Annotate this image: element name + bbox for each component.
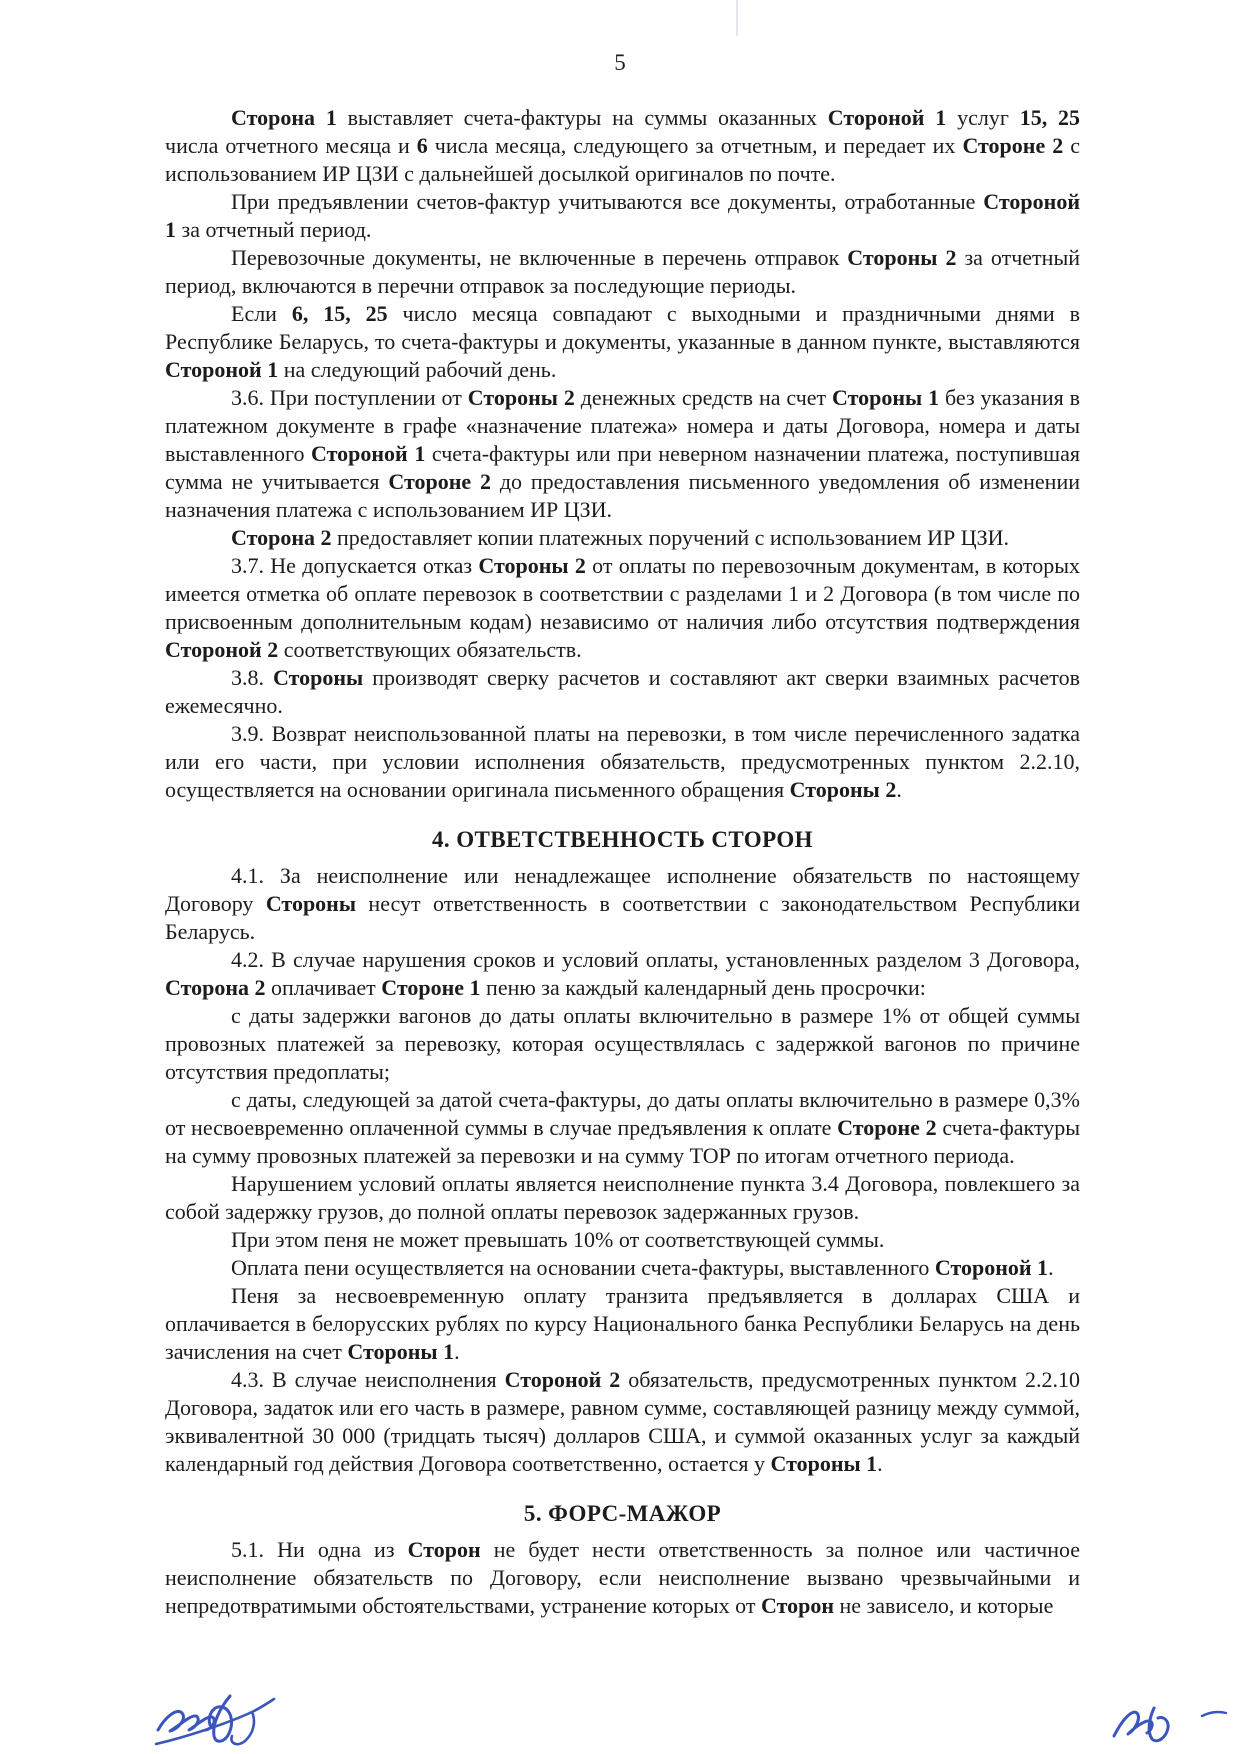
- section-heading: [165, 826, 1080, 854]
- paragraph: [165, 664, 1080, 720]
- paragraph: [165, 1254, 1080, 1282]
- text-run: Если: [231, 301, 292, 326]
- text-run: с даты, следующей за датой счета-фактуры, до даты оплаты включительно в размере 0,3% от несвоевременно оплаченной суммы в случае предъявления к оплате: [165, 1087, 1080, 1140]
- bold-term: 4. ОТВЕТСТВЕННОСТЬ СТОРОН: [432, 827, 813, 852]
- text-run: .: [454, 1339, 460, 1364]
- text-run: число месяца совпадают с выходными и праздничными днями в Республике Беларусь, то счета-фактуры и документы, указанные в данном пункте, выставляются: [165, 301, 1080, 354]
- paragraph: [165, 552, 1080, 664]
- paragraph: [165, 1170, 1080, 1226]
- bold-term: Стороной 1: [934, 1255, 1049, 1280]
- bold-term: Стороны 1: [770, 1451, 878, 1476]
- text-run: оплачивает: [265, 975, 382, 1000]
- bold-term: Стороной 1: [165, 189, 1080, 242]
- page-number: 5: [614, 50, 626, 75]
- text-run: Оплата пени осуществляется на основании счета-фактуры, выставленного: [231, 1255, 935, 1280]
- text-run: .: [1048, 1255, 1054, 1280]
- bold-term: Стороны: [273, 665, 364, 690]
- paragraph: [165, 1536, 1080, 1620]
- text-run: 5.1. Ни одна из: [231, 1537, 408, 1562]
- text-run: предоставляет копии платежных поручений с использованием ИР ЦЗИ.: [331, 525, 1009, 550]
- text-run: до предоставления письменного уведомления об изменении назначения платежа с использованием ИР ЦЗИ.: [165, 469, 1080, 522]
- text-run: Перевозочные документы, не включенные в перечень отправок: [231, 245, 848, 270]
- bold-term: Стороны 2: [467, 385, 575, 410]
- text-run: производят сверку расчетов и составляют акт сверки взаимных расчетов ежемесячно.: [165, 665, 1081, 718]
- scan-artifact-line: [736, 0, 738, 36]
- handwritten-signature-right: [1106, 1694, 1236, 1750]
- bold-term: Стороной 2: [504, 1367, 621, 1392]
- paragraph: [165, 1366, 1080, 1478]
- bold-term: Стороны: [265, 891, 357, 916]
- text-run: за отчетный период.: [176, 217, 372, 242]
- paragraph: [165, 1086, 1080, 1170]
- text-run: числа отчетного месяца и: [165, 133, 417, 158]
- text-run: на следующий рабочий день.: [278, 357, 557, 382]
- bold-term: Стороны 1: [347, 1339, 455, 1364]
- bold-term: Стороны 1: [832, 385, 940, 410]
- paragraph: [165, 300, 1080, 384]
- paragraph: [165, 188, 1080, 244]
- text-run: 4.2. В случае нарушения сроков и условий оплаты, установленных разделом 3 Договора,: [231, 947, 1080, 972]
- bold-term: Стороной 1: [311, 441, 426, 466]
- paragraph: [165, 384, 1080, 524]
- text-run: услуг: [946, 105, 1020, 130]
- text-run: 4.1. За неисполнение или ненадлежащее исполнение обязательств по настоящему Договору: [165, 863, 1080, 916]
- text-run: .: [877, 1451, 883, 1476]
- bold-term: Стороны 2: [789, 777, 897, 802]
- bold-term: Стороной 1: [165, 357, 279, 382]
- bold-term: Стороны 2: [847, 245, 957, 270]
- bold-term: Сторона 2: [165, 975, 266, 1000]
- text-run: от оплаты по перевозочным документам, в которых имеется отметка об оплате перевозок в соответствии с разделами 1 и 2 Договора (в том числе по присвоенным дополнительным кодам) независимо от наличия либо отсутствия подтверждения: [165, 553, 1080, 634]
- bold-term: Стороне 1: [381, 975, 481, 1000]
- bold-term: Сторона 2: [231, 525, 332, 550]
- bold-term: Стороны 2: [478, 553, 586, 578]
- paragraph: [165, 862, 1080, 946]
- paragraph: [165, 104, 1080, 188]
- paragraph: [165, 524, 1080, 552]
- bold-term: 6: [416, 133, 428, 158]
- text-run: 3.9. Возврат неиспользованной платы на перевозки, в том числе перечисленного задатка или его части, при условии исполнения обязательств, предусмотренных пунктом 2.2.10, осуществляется на основании оригинала письменного обращения: [165, 721, 1080, 802]
- bold-term: Сторон: [407, 1537, 481, 1562]
- text-run: счета-фактуры или при неверном назначении платежа, поступившая сумма не учитывается: [165, 441, 1080, 494]
- paragraph: [165, 1002, 1080, 1086]
- text-run: 3.6. При поступлении от: [231, 385, 468, 410]
- paragraph: [165, 1226, 1080, 1254]
- text-run: несут ответственность в соответствии с законодательством Республики Беларусь.: [165, 891, 1080, 944]
- bold-term: Стороне 2: [837, 1115, 937, 1140]
- text-run: 3.8.: [231, 665, 274, 690]
- bold-term: Сторон: [760, 1593, 834, 1618]
- bold-term: Стороне 2: [388, 469, 491, 494]
- paragraph: [165, 720, 1080, 804]
- paragraph: [165, 244, 1080, 300]
- text-run: не будет нести ответственность за полное или частичное неисполнение обязательств по Договору, если неисполнение вызвано чрезвычайными и непредотвратимыми обстоятельствами, устранение которых от: [165, 1537, 1080, 1618]
- text-run: .: [896, 777, 902, 802]
- bold-term: Стороной 2: [165, 637, 279, 662]
- text-run: При предъявлении счетов-фактур учитываются все документы, отработанные: [231, 189, 984, 214]
- bold-term: Стороне 2: [962, 133, 1064, 158]
- text-run: При этом пеня не может превышать 10% от соответствующей суммы.: [231, 1227, 885, 1252]
- bold-term: 15, 25: [1019, 105, 1080, 130]
- bold-term: Стороной 1: [827, 105, 947, 130]
- text-run: счета-фактуры на сумму провозных платежей за перевозки и на сумму ТОР по итогам отчетного периода.: [165, 1115, 1080, 1168]
- document-body: [165, 104, 1080, 1620]
- text-run: обязательств, предусмотренных пунктом 2.2.10 Договора, задаток или его часть в размере, равном сумме, составляющей разницу между суммой, эквивалентной 30 000 (тридцать тысяч) долларов США, и суммой оказанных услуг за каждый календарный год действия Договора соответственно, остается у: [165, 1367, 1080, 1476]
- text-run: Пеня за несвоевременную оплату транзита предъявляется в долларах США и оплачивается в белорусских рублях по курсу Национального банка Республики Беларусь на день зачисления на счет: [165, 1283, 1080, 1364]
- bold-term: 6, 15, 25: [291, 301, 388, 326]
- text-run: денежных средств на счет: [574, 385, 833, 410]
- paragraph: [165, 1282, 1080, 1366]
- paragraph: [165, 946, 1080, 1002]
- text-run: Нарушением условий оплаты является неисполнение пункта 3.4 Договора, повлекшего за собой задержку грузов, до полной оплаты перевозок задержанных грузов.: [165, 1171, 1080, 1224]
- handwritten-signature-left: [152, 1684, 302, 1754]
- text-run: соответствующих обязательств.: [278, 637, 582, 662]
- text-run: с даты задержки вагонов до даты оплаты включительно в размере 1% от общей суммы провозных платежей за перевозку, которая осуществлялась с задержкой вагонов по причине отсутствия предоплаты;: [165, 1003, 1080, 1084]
- text-run: пеню за каждый календарный день просрочки:: [480, 975, 926, 1000]
- text-run: числа месяца, следующего за отчетным, и передает их: [427, 133, 963, 158]
- bold-term: Сторона 1: [231, 105, 337, 130]
- text-run: 4.3. В случае неисполнения: [231, 1367, 505, 1392]
- text-run: с использованием ИР ЦЗИ с дальнейшей досылкой оригиналов по почте.: [165, 133, 1081, 186]
- text-run: без указания в платежном документе в графе «назначение платежа» номера и даты Договора, номера и даты выставленного: [165, 385, 1081, 466]
- section-heading: [165, 1500, 1080, 1528]
- text-run: выставляет счета-фактуры на суммы оказанных: [336, 105, 828, 130]
- bold-term: 5. ФОРС-МАЖОР: [523, 1501, 722, 1526]
- text-run: за отчетный период, включаются в перечни отправок за последующие периоды.: [165, 245, 1080, 298]
- text-run: не зависело, и которые: [834, 1593, 1054, 1618]
- text-run: 3.7. Не допускается отказ: [231, 553, 479, 578]
